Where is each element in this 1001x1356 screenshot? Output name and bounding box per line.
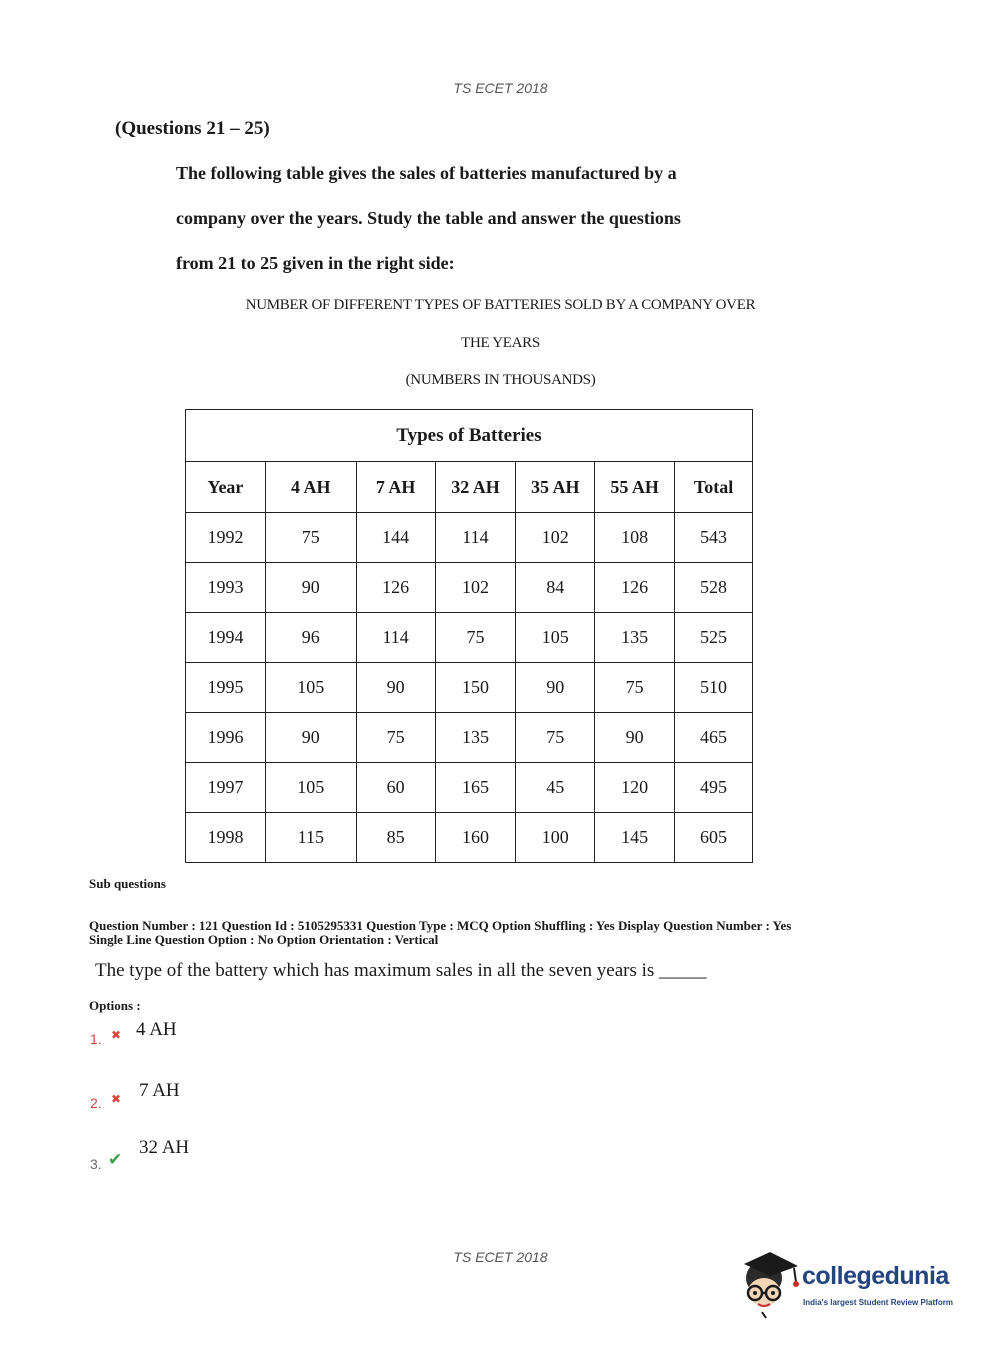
table-cell: 75	[356, 713, 435, 763]
table-cell: 102	[435, 563, 516, 613]
questions-range-heading: (Questions 21 – 25)	[115, 118, 270, 139]
table-cell: 126	[595, 563, 675, 613]
table-cell: 1997	[186, 763, 266, 813]
battery-types-header: Types of Batteries	[186, 410, 753, 462]
table-cell: 108	[595, 513, 675, 563]
table-cell: 1993	[186, 563, 266, 613]
table-cell: 96	[265, 613, 356, 663]
table-cell: 75	[265, 513, 356, 563]
table-cell: 126	[356, 563, 435, 613]
table-cell: 1996	[186, 713, 266, 763]
table-cell: 1998	[186, 813, 266, 863]
table-cell: 135	[435, 713, 516, 763]
table-cell: 115	[265, 813, 356, 863]
column-header-total: Total	[675, 462, 753, 513]
table-cell: 90	[356, 663, 435, 713]
brand-name: collegedunia	[802, 1262, 949, 1290]
table-row	[186, 663, 753, 713]
table-cell: 525	[675, 613, 753, 663]
table-cell: 160	[435, 813, 516, 863]
option-number: 3.	[90, 1156, 102, 1172]
table-cell: 75	[595, 663, 675, 713]
option-label: 4 AH	[136, 1019, 177, 1040]
table-cell: 90	[516, 663, 595, 713]
table-row	[186, 813, 753, 863]
table-group-header-row	[186, 410, 753, 462]
table-cell: 495	[675, 763, 753, 813]
table-cell: 84	[516, 563, 595, 613]
question-meta-line-2: Single Line Question Option : No Option Orientation : Vertical	[89, 932, 439, 947]
table-cell: 510	[675, 663, 753, 713]
table-column-header-row	[186, 462, 753, 513]
x-mark-icon: ✖	[111, 1028, 122, 1042]
table-row	[186, 563, 753, 613]
column-header-55ah: 55 AH	[595, 462, 675, 513]
brand-tagline: India's largest Student Review Platform	[803, 1298, 953, 1307]
intro-line-2: company over the years. Study the table and answer the questions	[176, 208, 681, 228]
table-caption-line-1: NUMBER OF DIFFERENT TYPES OF BATTERIES SOLD BY A COMPANY OVER	[245, 297, 756, 313]
table-cell: 1995	[186, 663, 266, 713]
table-cell: 105	[516, 613, 595, 663]
table-cell: 90	[265, 713, 356, 763]
table-cell: 114	[356, 613, 435, 663]
table-caption-line-2: THE YEARS	[461, 335, 540, 351]
question-text: The type of the battery which has maximum sales in all the seven years is _____	[95, 960, 707, 981]
option-label: 7 AH	[139, 1080, 180, 1101]
table-cell: 102	[516, 513, 595, 563]
intro-line-3: from 21 to 25 given in the right side:	[176, 253, 455, 273]
question-meta-line-1: Question Number : 121 Question Id : 5105295331 Question Type : MCQ Option Shuffling : Yes Display Question Number : Yes	[89, 918, 792, 933]
table-row	[186, 513, 753, 563]
page-footer-title: TS ECET 2018	[453, 1249, 548, 1265]
table-cell: 165	[435, 763, 516, 813]
option-label: 32 AH	[139, 1137, 190, 1158]
table-caption-line-3: (NUMBERS IN THOUSANDS)	[405, 372, 596, 388]
column-header-4ah: 4 AH	[265, 462, 356, 513]
column-header-year: Year	[186, 462, 266, 513]
table-cell: 144	[356, 513, 435, 563]
battery-sales-table	[185, 409, 753, 863]
table-cell: 105	[265, 663, 356, 713]
option-number: 2.	[90, 1095, 102, 1111]
table-cell: 135	[595, 613, 675, 663]
table-cell: 543	[675, 513, 753, 563]
table-cell: 90	[265, 563, 356, 613]
collegedunia-mascot-logo	[740, 1248, 802, 1320]
column-header-7ah: 7 AH	[356, 462, 435, 513]
table-cell: 120	[595, 763, 675, 813]
page-header-title: TS ECET 2018	[453, 80, 548, 96]
table-cell: 465	[675, 713, 753, 763]
table-cell: 45	[516, 763, 595, 813]
column-header-35ah: 35 AH	[516, 462, 595, 513]
table-cell: 75	[435, 613, 516, 663]
table-cell: 114	[435, 513, 516, 563]
table-cell: 605	[675, 813, 753, 863]
table-cell: 145	[595, 813, 675, 863]
table-cell: 105	[265, 763, 356, 813]
table-cell: 1992	[186, 513, 266, 563]
table-cell: 85	[356, 813, 435, 863]
table-row	[186, 613, 753, 663]
table-cell: 528	[675, 563, 753, 613]
intro-line-1: The following table gives the sales of batteries manufactured by a	[176, 163, 677, 183]
table-cell: 150	[435, 663, 516, 713]
table-cell: 90	[595, 713, 675, 763]
table-cell: 75	[516, 713, 595, 763]
table-row	[186, 763, 753, 813]
table-cell: 100	[516, 813, 595, 863]
column-header-32ah: 32 AH	[435, 462, 516, 513]
sub-questions-label: Sub questions	[89, 876, 166, 891]
table-cell: 1994	[186, 613, 266, 663]
x-mark-icon: ✖	[111, 1092, 122, 1106]
table-row	[186, 713, 753, 763]
option-number: 1.	[90, 1031, 102, 1047]
check-mark-icon: ✔	[108, 1150, 123, 1169]
options-label: Options :	[89, 998, 141, 1013]
table-cell: 60	[356, 763, 435, 813]
